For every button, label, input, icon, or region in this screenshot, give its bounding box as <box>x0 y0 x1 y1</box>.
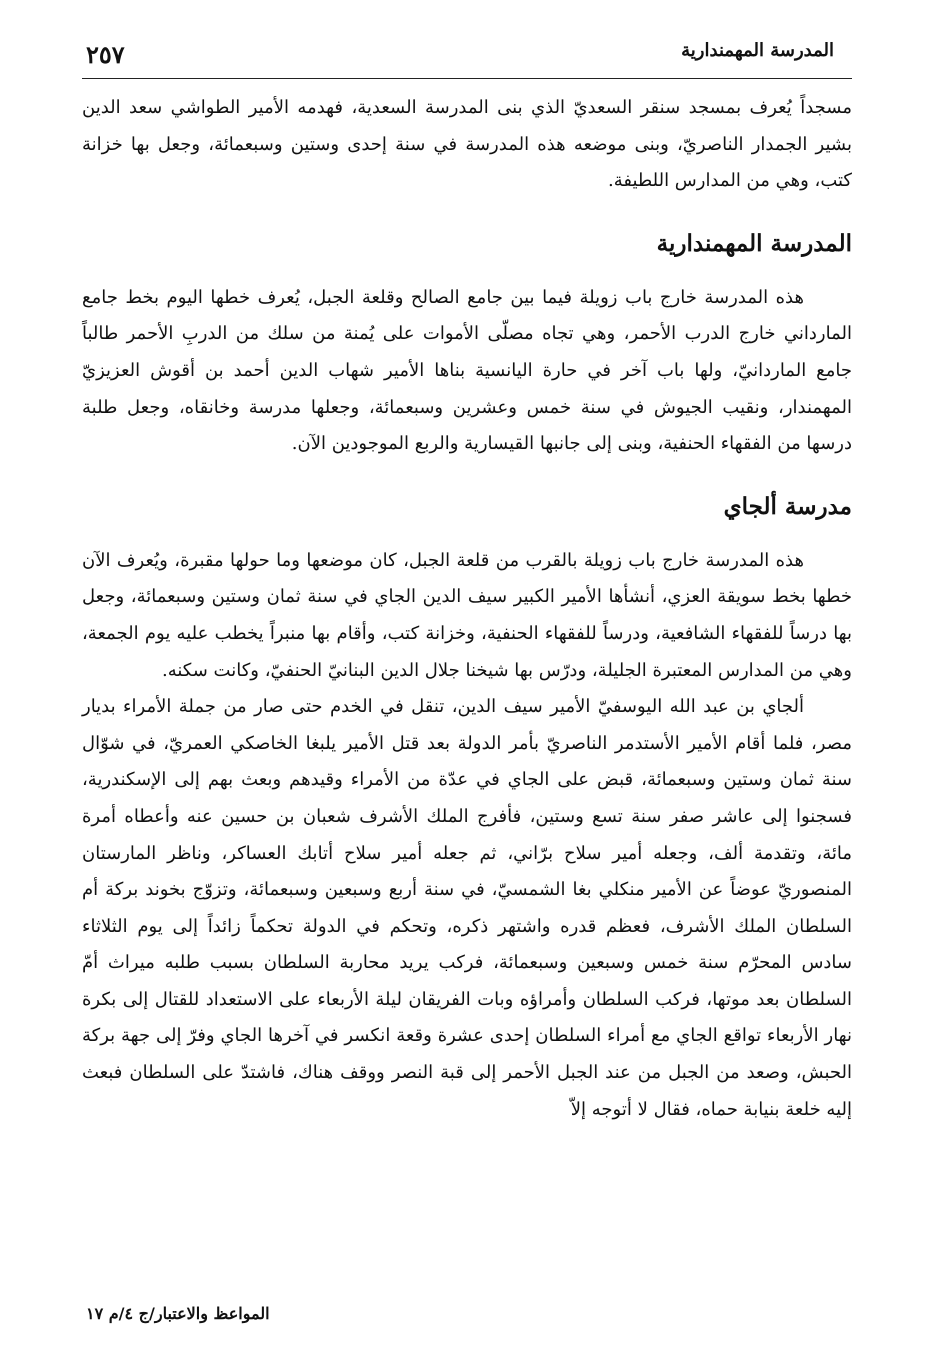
footer-signature: المواعظ والاعتبار/ج ٤/م ١٧ <box>86 1304 270 1323</box>
paragraph-aljay-biography: ألجاي بن عبد الله اليوسفيّ الأمير سيف الدين، تنقل في الخدم حتى صار من جملة الأمراء بديار مصر، فلما أقام الأمير الأستدمر الناصريّ بأمر الدولة بعد قتل الأمير يلبغا الخاصكي العمريّ، في شوّال سنة ثمان وستين وسبعمائة، قبض على الجاي في عدّة من الأمراء وقيدهم وبعث بهم إلى الإسكندرية، فسجنوا إلى عاشر صفر سنة تسع وستين، فأفرج الملك الأشرف شعبان بن حسين عنه وأعطاه أمرة مائة، وتقدمة ألف، وجعله أمير سلاح برّاني، ثم جعله أمير سلاح أتابك العساكر، وناظر المارستان المنصوريّ عوضاً عن الأمير منكلي بغا الشمسيّ، في سنة أربع وسبعين وسبعمائة، وتزوّج بخوند بركة أم السلطان الملك الأشرف، فعظم قدره واشتهر ذكره، وتحكم في الدولة تحكماً زائداً إلى يوم الثلاثاء سادس المحرّم سنة خمس وسبعين وسبعمائة، فركب يريد محاربة السلطان بسبب طلبه ميراث أمّ السلطان بعد موتها، فركب السلطان وأمراؤه وبات الفريقان ليلة الأربعاء على الاستعداد للقتال إلى بكرة نهار الأربعاء تواقع الجاي مع أمراء السلطان إحدى عشرة وقعة انكسر في آخرها الجاي وفرّ إلى جهة بركة الحبش، وصعد من الجبل من عند الجبل الأحمر إلى قبة النصر ووقف هناك، فاشتدّ على السلطان فبعث إليه خلعة بنيابة حماه، فقال لا أتوجه إلاّ <box>82 696 853 1120</box>
paragraph-mehmandariya: هذه المدرسة خارج باب زويلة فيما بين جامع الصالح وقلعة الجبل، يُعرف خطها اليوم بخط جامع المارداني خارج الدرب الأحمر، وهي تجاه مصلّى الأموات على يُمنة من سلك من الدربِ الأحمر طالباً جامع الماردانيّ، ولها باب آخر في حارة اليانسية بناها الأمير شهاب الدين أحمد بن أقوش العزيزيّ المهمندار، ونقيب الجيوش في سنة خمس وعشرين وسبعمائة، وجعلها مدرسة وخانقاه، وجعل طلبة درسها من الفقهاء الحنفية، وبنى إلى جانبها القيسارية والربع الموجودين الآن. <box>82 286 852 455</box>
page-body <box>82 90 852 1128</box>
page-number: ٢٥٧ <box>86 40 125 69</box>
paragraph-aljay-school: هذه المدرسة خارج باب زويلة بالقرب من قلعة الجبل، كان موضعها وما حولها مقبرة، ويُعرف الآن خطها بخط سويقة العزي، أنشأها الأمير الكبير سيف الدين الجاي في سنة ثمان وستين وسبعمائة، وجعل بها درساً للفقهاء الشافعية، ودرساً للفقهاء الحنفية، وخزانة كتب، وأقام بها منبراً يخطب عليه يوم الجمعة، وهي من المدارس المعتبرة الجليلة، ودرّس بها شيخنا جلال الدين البنانيّ الحنفيّ، وكانت سكنه. <box>82 549 852 681</box>
running-title: المدرسة المهمندارية <box>681 40 834 61</box>
section-heading-mehmandariya: المدرسة المهمندارية <box>656 229 852 257</box>
section-heading-aljay: مدرسة ألجاي <box>723 492 852 520</box>
header-rule <box>82 78 852 79</box>
paragraph-continuation: مسجداً يُعرف بمسجد سنقر السعديّ الذي بنى المدرسة السعدية، فهدمه الأمير الطواشي سعد الدين بشير الجمدار الناصريّ، وبنى موضعه هذه المدرسة في سنة إحدى وستين وسبعمائة، وجعل بها خزانة كتب، وهي من المدارس اللطيفة. <box>82 97 852 192</box>
